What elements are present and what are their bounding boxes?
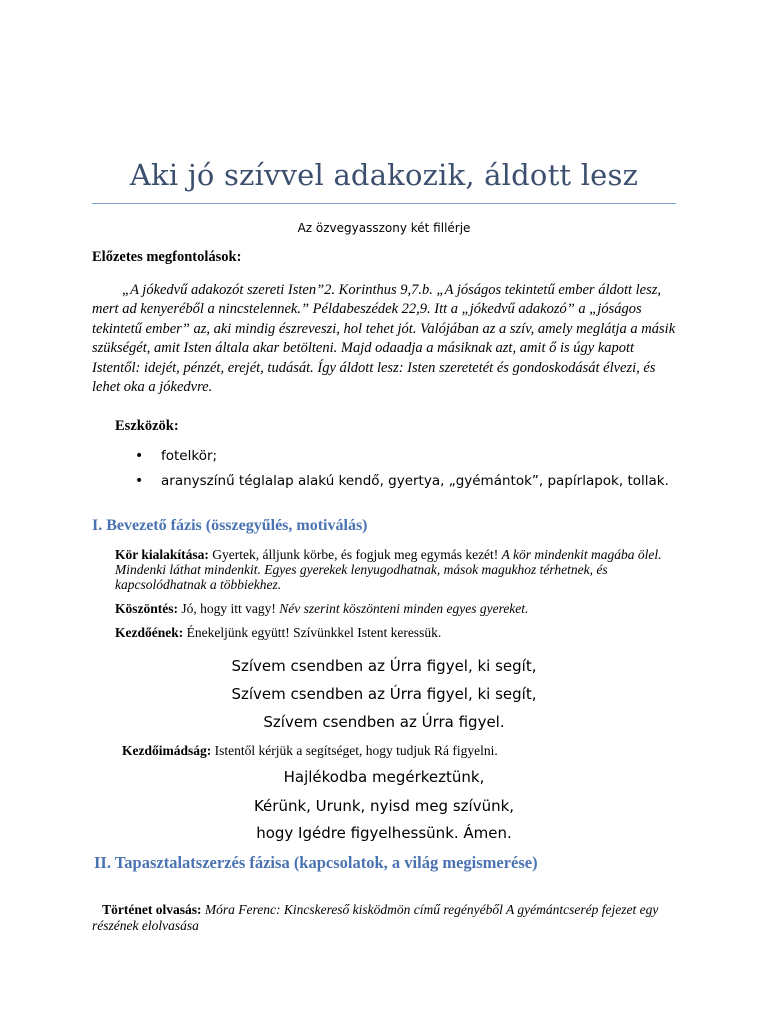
greeting-label: Köszöntés: xyxy=(115,601,178,616)
circle-paragraph xyxy=(115,547,685,592)
song-line: Szívem csendben az Úrra figyel, ki segít, xyxy=(231,657,537,675)
list-item xyxy=(135,473,675,489)
opening-song-text: Énekeljünk együtt! Szívünkkel Istent keressük. xyxy=(183,625,442,640)
greeting-paragraph xyxy=(115,601,685,616)
song-line: Szívem csendben az Úrra figyel. xyxy=(263,713,505,731)
song-line: Szívem csendben az Úrra figyel, ki segít, xyxy=(231,685,537,703)
greeting-note: Név szerint köszönteni minden egyes gyereket. xyxy=(279,601,529,616)
prelim-heading: Előzetes megfontolások: xyxy=(92,249,242,265)
story-text: Móra Ferenc: Kincskereső kisködmön című regényéből A gyémántcserép fejezet egy részének elolvasása xyxy=(92,902,659,933)
prayer-line: hogy Igédre figyelhessünk. Ámen. xyxy=(256,824,512,842)
section1-heading: I. Bevezető fázis (összegyűlés, motiválás) xyxy=(92,517,368,534)
opening-prayer-paragraph xyxy=(122,743,692,758)
document-subtitle: Az özvegyasszony két fillérje xyxy=(297,221,471,235)
prayer-line: Hajlékodba megérkeztünk, xyxy=(283,768,485,786)
greeting-text: Jó, hogy itt vagy! xyxy=(178,601,280,616)
story-paragraph xyxy=(92,902,682,934)
tools-item-text: fotelkör; xyxy=(161,448,218,464)
circle-note: A kör mindenkit magába ölel. Mindenki láthat mindenkit. Egyes gyerekek lenyugodhatnak, mások magukhoz térhetnek, és kapcsolódhatnak a többiekhez. xyxy=(115,547,662,592)
document-title: Aki jó szívvel adakozik, áldott lesz xyxy=(129,158,639,192)
tools-item-text: aranyszínű téglalap alakú kendő, gyertya, „gyémántok”, papírlapok, tollak. xyxy=(161,473,669,489)
opening-prayer-text: Istentől kérjük a segítséget, hogy tudjuk Rá figyelni. xyxy=(211,743,498,758)
opening-song-paragraph xyxy=(115,625,685,640)
prelim-quote: „A jókedvű adakozót szereti Isten”2. Korinthus 9,7.b. „A jóságos tekintetű ember áldott lesz, mert ad kenyeréből a nincstelennek.” Példabeszédek 22,9. Itt a „jókedvű adakozó” a „jóságos tekintetű ember” az, aki mindig észreveszi, hol tehet jót. Valójában az a szív, amely meglátja a másik szükségét, amit Isten általa akar betölteni. Majd odaadja a másiknak azt, amit ő is úgy kapott Istentől: idejét, pénzét, erejét, tudását. Így áldott lesz: Isten szeretetét és gondoskodását élvezi, és lehet oka a jókedvre. xyxy=(92,282,676,396)
bullet-icon: • xyxy=(135,448,144,464)
opening-prayer-label: Kezdőimádság: xyxy=(122,743,212,758)
tools-list xyxy=(135,448,675,498)
opening-song-label: Kezdőének: xyxy=(115,625,184,640)
section2-heading: II. Tapasztalatszerzés fázisa (kapcsolatok, a világ megismerése) xyxy=(94,853,538,872)
bullet-icon: • xyxy=(135,473,144,489)
circle-label: Kör kialakítása: xyxy=(115,547,209,562)
list-item xyxy=(135,448,675,464)
tools-heading: Eszközök: xyxy=(115,418,179,434)
prayer-line: Kérünk, Urunk, nyisd meg szívünk, xyxy=(253,797,515,815)
story-label: Történet olvasás: xyxy=(102,902,202,917)
circle-text: Gyertek, álljunk körbe, és fogjuk meg egymás kezét! xyxy=(208,547,502,562)
title-divider xyxy=(92,203,676,204)
